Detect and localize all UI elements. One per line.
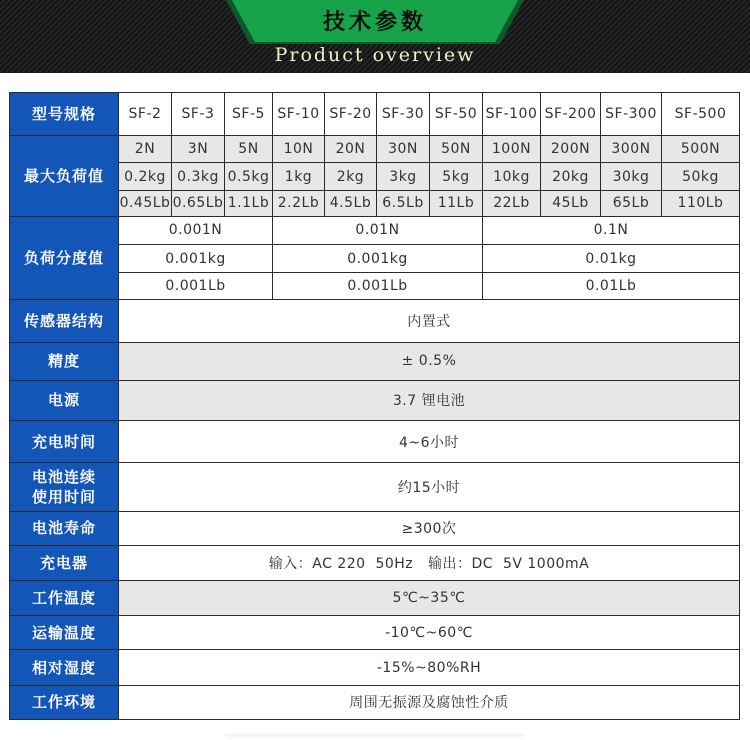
- resolution-cell: 0.01kg: [483, 244, 740, 272]
- max-load-cell: 10kg: [483, 163, 541, 190]
- row-working-environment: [10, 685, 740, 719]
- label-working-environment: 工作环境: [10, 685, 119, 719]
- model-cell: SF-200: [541, 93, 601, 136]
- value-accuracy: ± 0.5%: [119, 342, 740, 380]
- model-cell: SF-50: [430, 93, 483, 136]
- row-power: [10, 380, 740, 420]
- value-power: 3.7 锂电池: [119, 380, 740, 420]
- max-load-cell: 1.1Lb: [225, 190, 273, 216]
- max-load-cell: 0.3kg: [172, 163, 225, 190]
- max-load-cell: 0.2kg: [119, 163, 172, 190]
- max-load-cell: 50N: [430, 136, 483, 163]
- resolution-cell: 0.01N: [273, 216, 483, 244]
- model-cell: SF-10: [273, 93, 325, 136]
- resolution-cell: 0.001N: [119, 216, 273, 244]
- max-load-cell: 0.45Lb: [119, 190, 172, 216]
- label-battery-life: 电池寿命: [10, 511, 119, 545]
- max-load-cell: 5N: [225, 136, 273, 163]
- row-relative-humidity: [10, 650, 740, 685]
- max-load-cell: 10N: [273, 136, 325, 163]
- max-load-cell: 30N: [377, 136, 430, 163]
- max-load-cell: 5kg: [430, 163, 483, 190]
- max-load-cell: 30kg: [601, 163, 662, 190]
- row-max-load-lb: [10, 190, 740, 216]
- max-load-cell: 100N: [483, 136, 541, 163]
- model-cell: SF-20: [325, 93, 377, 136]
- bottom-shadow: [225, 734, 525, 740]
- model-cell: SF-30: [377, 93, 430, 136]
- page-subtitle: Product overview: [274, 44, 476, 66]
- row-battery-life: [10, 511, 740, 545]
- model-cell: SF-100: [483, 93, 541, 136]
- model-cell: SF-2: [119, 93, 172, 136]
- label-power: 电源: [10, 380, 119, 420]
- max-load-cell: 110Lb: [662, 190, 740, 216]
- max-load-cell: 2.2Lb: [273, 190, 325, 216]
- max-load-cell: 200N: [541, 136, 601, 163]
- label-working-temperature: 工作温度: [10, 581, 119, 616]
- max-load-cell: 4.5Lb: [325, 190, 377, 216]
- label-sensor-structure: 传感器结构: [10, 300, 119, 342]
- max-load-cell: 2N: [119, 136, 172, 163]
- row-charge-time: [10, 421, 740, 463]
- max-load-cell: 45Lb: [541, 190, 601, 216]
- row-transport-temperature: [10, 616, 740, 650]
- row-max-load-kg: [10, 163, 740, 190]
- row-charger: [10, 545, 740, 580]
- value-charger: 输入：AC 220 50Hz 输出：DC 5V 1000mA: [119, 545, 740, 580]
- max-load-cell: 1kg: [273, 163, 325, 190]
- resolution-cell: 0.001kg: [273, 244, 483, 272]
- row-resolution-lb: [10, 273, 740, 300]
- label-resolution: 负荷分度值: [10, 216, 119, 300]
- max-load-cell: 20kg: [541, 163, 601, 190]
- label-line: 使用时间: [31, 487, 96, 506]
- value-battery-life: ≥300次: [119, 511, 740, 545]
- value-battery-runtime: 约15小时: [119, 463, 740, 511]
- spec-table: [9, 92, 740, 720]
- value-working-environment: 周围无振源及腐蚀性介质: [119, 685, 740, 719]
- max-load-cell: 0.5kg: [225, 163, 273, 190]
- model-cell: SF-500: [662, 93, 740, 136]
- value-sensor-structure: 内置式: [119, 300, 740, 342]
- label-relative-humidity: 相对湿度: [10, 650, 119, 685]
- label-battery-runtime: [10, 463, 119, 511]
- model-cell: SF-5: [225, 93, 273, 136]
- label-line: 电池连续: [31, 467, 96, 486]
- row-accuracy: [10, 342, 740, 380]
- row-resolution-newton: [10, 216, 740, 244]
- resolution-cell: 0.001kg: [119, 244, 273, 272]
- label-max-load: 最大负荷值: [10, 136, 119, 217]
- max-load-cell: 6.5Lb: [377, 190, 430, 216]
- row-model: [10, 93, 740, 136]
- row-max-load-newton: [10, 136, 740, 163]
- header-banner: [0, 0, 750, 73]
- value-charge-time: 4~6小时: [119, 421, 740, 463]
- resolution-cell: 0.001Lb: [119, 273, 273, 300]
- resolution-cell: 0.001Lb: [273, 273, 483, 300]
- label-model: 型号规格: [10, 93, 119, 136]
- resolution-cell: 0.1N: [483, 216, 740, 244]
- row-battery-runtime: [10, 463, 740, 511]
- max-load-cell: 500N: [662, 136, 740, 163]
- value-relative-humidity: -15%~80%RH: [119, 650, 740, 685]
- max-load-cell: 20N: [325, 136, 377, 163]
- max-load-cell: 2kg: [325, 163, 377, 190]
- resolution-cell: 0.01Lb: [483, 273, 740, 300]
- row-working-temperature: [10, 581, 740, 616]
- label-transport-temperature: 运输温度: [10, 616, 119, 650]
- max-load-cell: 0.65Lb: [172, 190, 225, 216]
- max-load-cell: 65Lb: [601, 190, 662, 216]
- max-load-cell: 3kg: [377, 163, 430, 190]
- model-cell: SF-300: [601, 93, 662, 136]
- label-charger: 充电器: [10, 545, 119, 580]
- value-working-temperature: 5℃~35℃: [119, 581, 740, 616]
- value-transport-temperature: -10℃~60℃: [119, 616, 740, 650]
- max-load-cell: 300N: [601, 136, 662, 163]
- max-load-cell: 22Lb: [483, 190, 541, 216]
- label-accuracy: 精度: [10, 342, 119, 380]
- max-load-cell: 3N: [172, 136, 225, 163]
- model-cell: SF-3: [172, 93, 225, 136]
- max-load-cell: 11Lb: [430, 190, 483, 216]
- row-sensor-structure: [10, 300, 740, 342]
- max-load-cell: 50kg: [662, 163, 740, 190]
- row-resolution-kg: [10, 244, 740, 272]
- label-charge-time: 充电时间: [10, 421, 119, 463]
- page-title: 技术参数: [322, 10, 427, 35]
